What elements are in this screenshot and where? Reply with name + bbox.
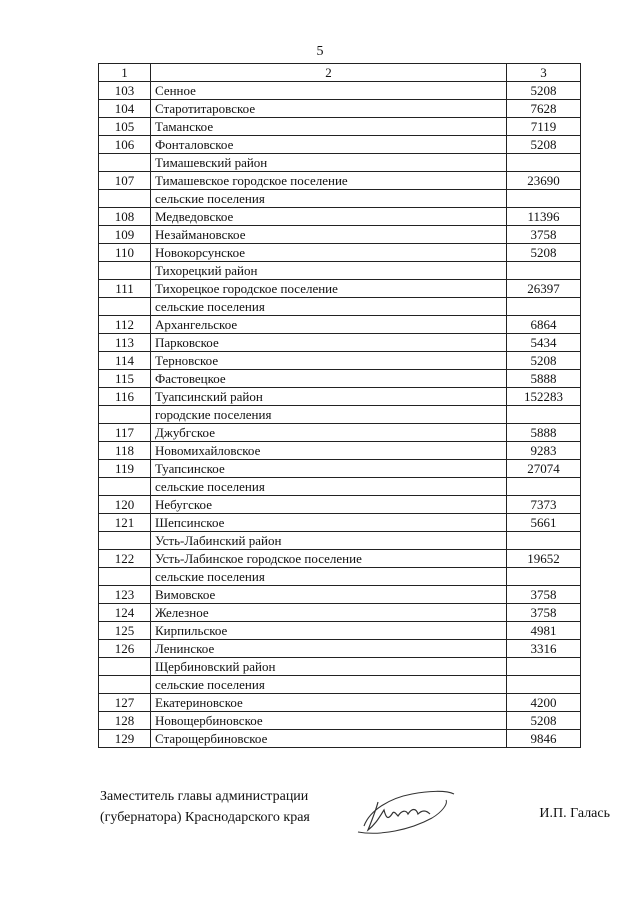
row-number-cell: 121 <box>99 514 151 532</box>
row-name-cell: Новомихайловское <box>151 442 507 460</box>
row-number-cell: 106 <box>99 136 151 154</box>
table-row <box>99 316 581 334</box>
row-number-cell <box>99 568 151 586</box>
row-number-cell: 124 <box>99 604 151 622</box>
row-number-cell <box>99 478 151 496</box>
row-number-cell: 112 <box>99 316 151 334</box>
row-number-cell <box>99 190 151 208</box>
table-row <box>99 676 581 694</box>
row-name-cell: Незаймановское <box>151 226 507 244</box>
table-row <box>99 658 581 676</box>
row-name-cell: Тимашевский район <box>151 154 507 172</box>
row-value-cell <box>507 532 581 550</box>
table-row <box>99 496 581 514</box>
table-row <box>99 622 581 640</box>
row-number-cell <box>99 262 151 280</box>
row-value-cell: 11396 <box>507 208 581 226</box>
row-name-cell: сельские поселения <box>151 676 507 694</box>
header-cell-number: 1 <box>99 64 151 82</box>
row-number-cell: 120 <box>99 496 151 514</box>
row-number-cell: 111 <box>99 280 151 298</box>
row-number-cell <box>99 154 151 172</box>
row-value-cell: 152283 <box>507 388 581 406</box>
row-value-cell: 26397 <box>507 280 581 298</box>
table-row <box>99 370 581 388</box>
row-value-cell: 4200 <box>507 694 581 712</box>
row-value-cell: 23690 <box>507 172 581 190</box>
row-name-cell: Ленинское <box>151 640 507 658</box>
row-name-cell: сельские поселения <box>151 478 507 496</box>
row-value-cell: 3758 <box>507 604 581 622</box>
row-value-cell <box>507 478 581 496</box>
table-row <box>99 406 581 424</box>
table-row <box>99 154 581 172</box>
table-row <box>99 694 581 712</box>
table-row <box>99 298 581 316</box>
row-name-cell: Вимовское <box>151 586 507 604</box>
row-name-cell: Парковское <box>151 334 507 352</box>
row-value-cell: 5208 <box>507 136 581 154</box>
row-name-cell: Терновское <box>151 352 507 370</box>
row-number-cell <box>99 532 151 550</box>
signer-name: И.П. Галась <box>539 806 610 821</box>
table-row <box>99 514 581 532</box>
row-value-cell: 9846 <box>507 730 581 748</box>
row-name-cell: Медведовское <box>151 208 507 226</box>
table-row <box>99 118 581 136</box>
row-name-cell: Усть-Лабинский район <box>151 532 507 550</box>
row-number-cell: 113 <box>99 334 151 352</box>
row-name-cell: Шепсинское <box>151 514 507 532</box>
row-value-cell: 5208 <box>507 82 581 100</box>
table-header-row <box>99 64 581 82</box>
row-name-cell: Тихорецкий район <box>151 262 507 280</box>
row-name-cell: Кирпильское <box>151 622 507 640</box>
row-name-cell: Екатериновское <box>151 694 507 712</box>
row-value-cell <box>507 190 581 208</box>
header-cell-name: 2 <box>151 64 507 82</box>
table-row <box>99 208 581 226</box>
table-row <box>99 190 581 208</box>
table-row <box>99 352 581 370</box>
row-number-cell: 115 <box>99 370 151 388</box>
row-number-cell: 105 <box>99 118 151 136</box>
row-name-cell: Старощербиновское <box>151 730 507 748</box>
row-value-cell <box>507 406 581 424</box>
handwritten-signature <box>350 780 460 840</box>
row-number-cell: 116 <box>99 388 151 406</box>
row-value-cell: 5888 <box>507 370 581 388</box>
table-row <box>99 262 581 280</box>
row-number-cell: 122 <box>99 550 151 568</box>
row-value-cell: 6864 <box>507 316 581 334</box>
table-row <box>99 460 581 478</box>
row-value-cell <box>507 568 581 586</box>
page-number: 5 <box>316 44 324 59</box>
row-number-cell: 129 <box>99 730 151 748</box>
row-name-cell: Усть-Лабинское городское поселение <box>151 550 507 568</box>
signature-block <box>100 786 610 828</box>
table-row <box>99 424 581 442</box>
row-name-cell: Железное <box>151 604 507 622</box>
row-name-cell: Джубгское <box>151 424 507 442</box>
table-row <box>99 334 581 352</box>
row-number-cell: 123 <box>99 586 151 604</box>
row-number-cell: 128 <box>99 712 151 730</box>
row-name-cell: Старотитаровское <box>151 100 507 118</box>
row-number-cell: 114 <box>99 352 151 370</box>
row-name-cell: сельские поселения <box>151 568 507 586</box>
table-row <box>99 586 581 604</box>
row-name-cell: городские поселения <box>151 406 507 424</box>
row-number-cell: 118 <box>99 442 151 460</box>
table-row <box>99 136 581 154</box>
row-value-cell <box>507 262 581 280</box>
row-value-cell: 9283 <box>507 442 581 460</box>
row-value-cell <box>507 676 581 694</box>
row-value-cell: 5208 <box>507 244 581 262</box>
row-name-cell: Туапсинское <box>151 460 507 478</box>
row-name-cell: Новокорсунское <box>151 244 507 262</box>
row-name-cell: сельские поселения <box>151 190 507 208</box>
table-row <box>99 226 581 244</box>
row-value-cell: 5888 <box>507 424 581 442</box>
signer-position-line1: Заместитель главы администрации <box>100 789 309 804</box>
table-row <box>99 478 581 496</box>
row-name-cell: Щербиновский район <box>151 658 507 676</box>
row-number-cell: 119 <box>99 460 151 478</box>
row-name-cell: Тимашевское городское поселение <box>151 172 507 190</box>
row-number-cell: 127 <box>99 694 151 712</box>
row-number-cell <box>99 658 151 676</box>
row-name-cell: Сенное <box>151 82 507 100</box>
table-row <box>99 532 581 550</box>
row-name-cell: Туапсинский район <box>151 388 507 406</box>
row-number-cell: 103 <box>99 82 151 100</box>
row-name-cell: сельские поселения <box>151 298 507 316</box>
row-value-cell: 27074 <box>507 460 581 478</box>
row-number-cell: 126 <box>99 640 151 658</box>
row-value-cell: 5208 <box>507 352 581 370</box>
row-value-cell: 7119 <box>507 118 581 136</box>
signer-position-line2: (губернатора) Краснодарского края <box>100 810 310 825</box>
row-name-cell: Фонталовское <box>151 136 507 154</box>
row-name-cell: Небугское <box>151 496 507 514</box>
row-name-cell: Архангельское <box>151 316 507 334</box>
row-value-cell: 4981 <box>507 622 581 640</box>
row-number-cell: 117 <box>99 424 151 442</box>
row-value-cell: 3316 <box>507 640 581 658</box>
row-number-cell: 107 <box>99 172 151 190</box>
table-row <box>99 388 581 406</box>
row-name-cell: Новощербиновское <box>151 712 507 730</box>
row-name-cell: Тихорецкое городское поселение <box>151 280 507 298</box>
row-value-cell: 5434 <box>507 334 581 352</box>
row-number-cell: 125 <box>99 622 151 640</box>
row-number-cell <box>99 676 151 694</box>
row-name-cell: Таманское <box>151 118 507 136</box>
table-row <box>99 550 581 568</box>
table-row <box>99 244 581 262</box>
table-row <box>99 568 581 586</box>
row-number-cell: 110 <box>99 244 151 262</box>
row-value-cell: 19652 <box>507 550 581 568</box>
row-value-cell <box>507 298 581 316</box>
row-number-cell: 109 <box>99 226 151 244</box>
row-value-cell: 7628 <box>507 100 581 118</box>
row-number-cell: 108 <box>99 208 151 226</box>
row-value-cell: 5208 <box>507 712 581 730</box>
header-cell-value: 3 <box>507 64 581 82</box>
table-row <box>99 712 581 730</box>
table-row <box>99 730 581 748</box>
table-row <box>99 82 581 100</box>
table-row <box>99 640 581 658</box>
table-row <box>99 280 581 298</box>
table-row <box>99 442 581 460</box>
row-number-cell <box>99 298 151 316</box>
row-number-cell: 104 <box>99 100 151 118</box>
allocation-table <box>98 63 581 748</box>
row-value-cell: 5661 <box>507 514 581 532</box>
row-value-cell <box>507 658 581 676</box>
row-value-cell: 3758 <box>507 586 581 604</box>
table-row <box>99 604 581 622</box>
row-value-cell: 3758 <box>507 226 581 244</box>
row-value-cell <box>507 154 581 172</box>
row-value-cell: 7373 <box>507 496 581 514</box>
row-number-cell <box>99 406 151 424</box>
row-name-cell: Фастовецкое <box>151 370 507 388</box>
table-row <box>99 172 581 190</box>
table-row <box>99 100 581 118</box>
